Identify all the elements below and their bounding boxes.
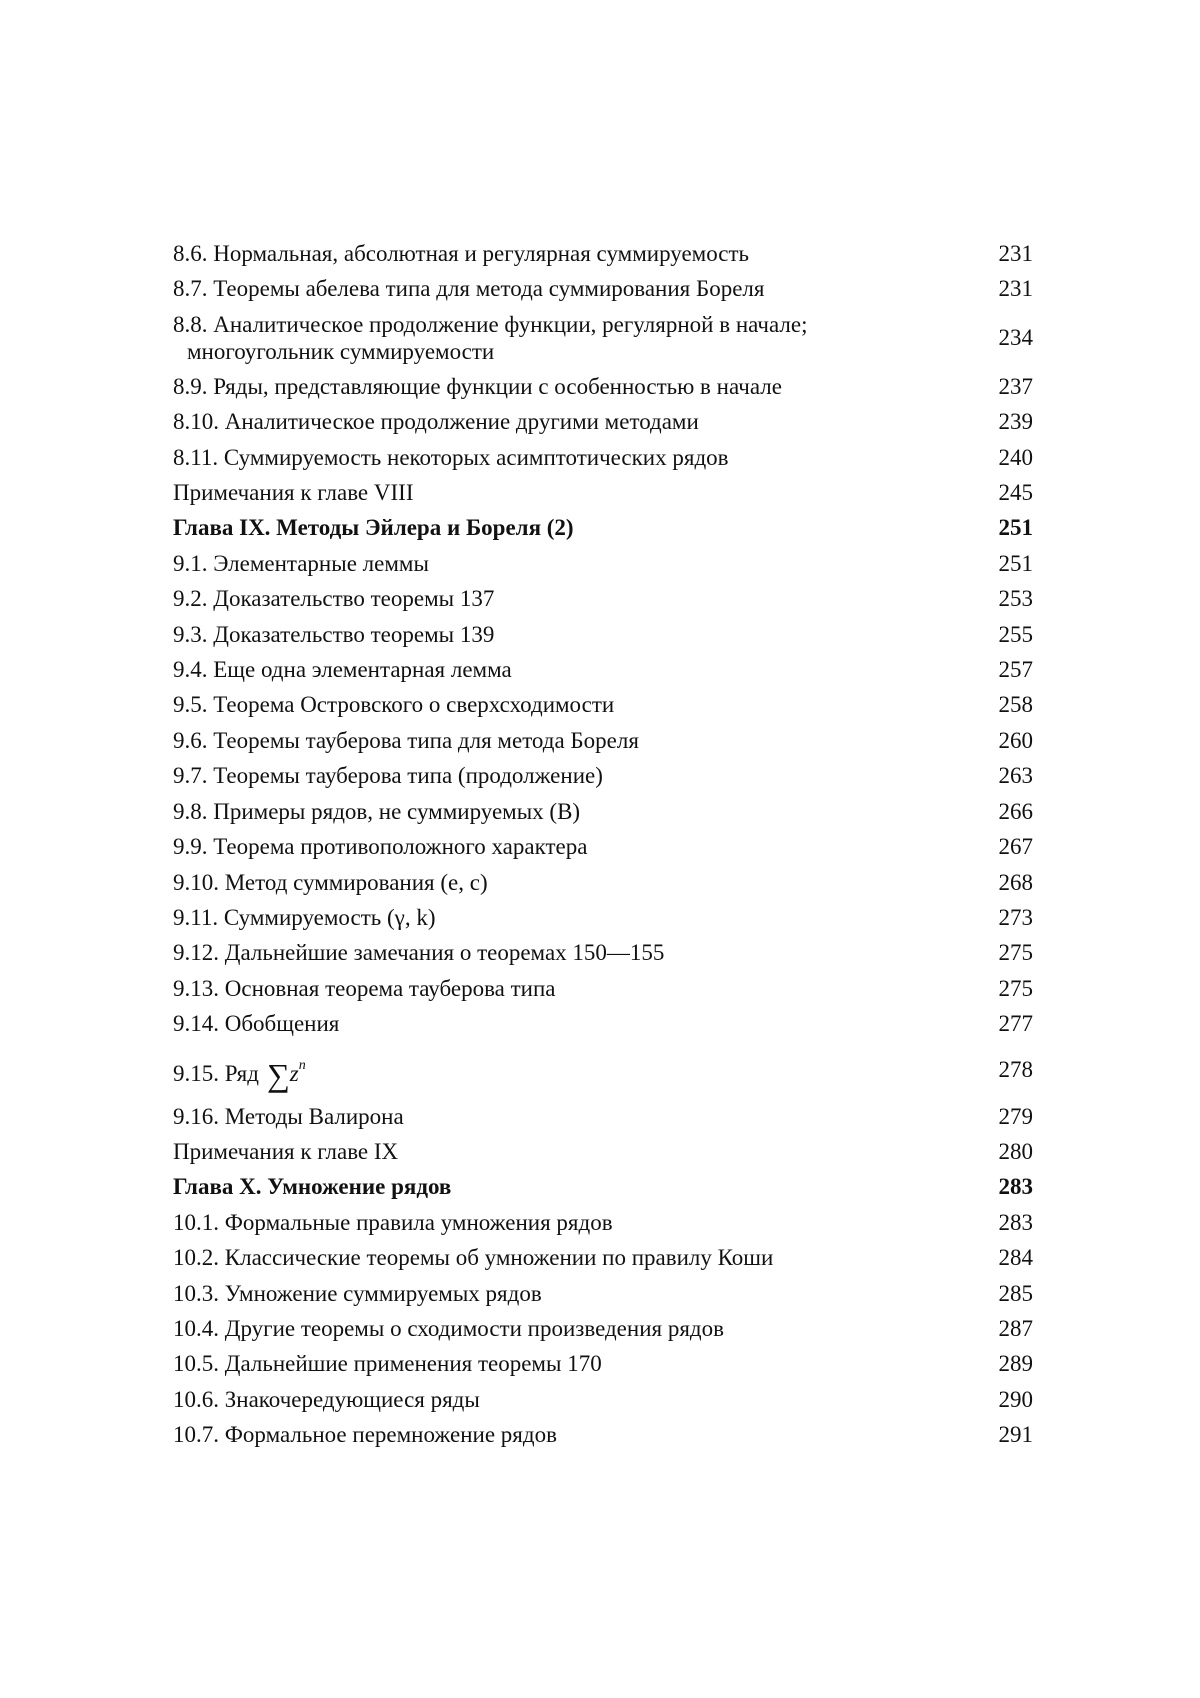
toc-chapter-heading[interactable]: [173, 1169, 1033, 1204]
toc-entry-title: [173, 1042, 973, 1099]
toc-entry[interactable]: [173, 1311, 1033, 1346]
toc-chapter-heading[interactable]: [173, 510, 1033, 545]
toc-entry-title: 10.4. Другие теоремы о сходимости произведения рядов: [173, 1315, 724, 1341]
toc-entry-title: 9.14. Обобщения: [173, 1011, 340, 1037]
toc-entry[interactable]: [173, 1240, 1033, 1275]
toc-entry-page: 289: [998, 1351, 1033, 1377]
toc-entry[interactable]: [173, 971, 1033, 1006]
toc-entry-page: 239: [998, 409, 1033, 435]
toc-entry-title: 9.6. Теоремы тауберова типа для метода Бореля: [173, 727, 639, 753]
toc-entry-notes[interactable]: [173, 475, 1033, 510]
toc-entry-page: 273: [998, 904, 1033, 930]
toc-entry-title: 8.9. Ряды, представляющие функции с особенностью в начале: [173, 373, 782, 399]
toc-entry[interactable]: [173, 1417, 1033, 1452]
toc-entry-title: 9.3. Доказательство теоремы 139: [173, 621, 495, 647]
toc-entry[interactable]: [173, 369, 1033, 404]
toc-entry[interactable]: [173, 829, 1033, 864]
toc-entry[interactable]: [173, 1276, 1033, 1311]
toc-entry-page: 283: [998, 1174, 1033, 1200]
toc-entry-page: 231: [998, 241, 1033, 266]
toc-entry-page: 275: [998, 975, 1033, 1001]
toc-entry[interactable]: [173, 617, 1033, 652]
toc-entry-title: 10.3. Умножение суммируемых рядов: [173, 1280, 542, 1306]
toc-entry-page: 257: [998, 657, 1033, 683]
toc-entry-page: 284: [998, 1245, 1033, 1271]
toc-entry[interactable]: [173, 1205, 1033, 1240]
toc-entry-title: 9.13. Основная теорема тауберова типа: [173, 975, 556, 1001]
toc-entry-title: 9.5. Теорема Островского о сверхсходимости: [173, 692, 615, 718]
toc-entry-title: [173, 311, 973, 365]
toc-entry[interactable]: [173, 404, 1033, 439]
toc-entry[interactable]: [173, 900, 1033, 935]
toc-entry[interactable]: [173, 687, 1033, 722]
toc-entry[interactable]: [173, 865, 1033, 900]
toc-entry-title: 8.11. Суммируемость некоторых асимптотических рядов: [173, 444, 729, 470]
toc-entry-notes[interactable]: [173, 1134, 1033, 1169]
toc-entry-title: 9.16. Методы Валирона: [173, 1103, 404, 1129]
toc-entry-title: 10.7. Формальное перемножение рядов: [173, 1422, 557, 1448]
toc-entry-title: 9.8. Примеры рядов, не суммируемых (B): [173, 798, 581, 824]
toc-entry-page: 279: [998, 1103, 1033, 1129]
toc-entry[interactable]: [173, 307, 1033, 369]
toc-entry-title: Глава X. Умножение рядов: [173, 1174, 452, 1200]
toc-entry-page: 258: [998, 692, 1033, 718]
toc-entry-title: 9.2. Доказательство теоремы 137: [173, 586, 495, 612]
toc-entry[interactable]: [173, 271, 1033, 306]
toc-entry-page: 291: [998, 1422, 1033, 1448]
toc-entry[interactable]: [173, 1382, 1033, 1417]
sum-symbol: ∑: [266, 1056, 290, 1093]
toc-entry[interactable]: [173, 440, 1033, 475]
toc-entry-title: Примечания к главе IX: [173, 1138, 399, 1164]
toc-entry[interactable]: [173, 1346, 1033, 1381]
toc-entry-page: 275: [998, 940, 1033, 966]
toc-entry-page: 253: [998, 586, 1033, 612]
toc-entry-page: 240: [998, 444, 1033, 470]
toc-entry-page: 287: [998, 1315, 1033, 1341]
table-of-contents: [173, 236, 1033, 1453]
sum-variable: z: [289, 1060, 299, 1086]
toc-entry-page: 263: [998, 763, 1033, 789]
toc-entry-page: 255: [998, 621, 1033, 647]
toc-entry-title-line1: 8.8. Аналитическое продолжение функции, регулярной в начале;: [173, 311, 808, 337]
toc-entry[interactable]: [173, 1042, 1033, 1099]
toc-entry-page: 278: [998, 1057, 1033, 1083]
toc-entry-page: 251: [998, 515, 1033, 541]
toc-entry-page: 237: [998, 373, 1033, 399]
toc-entry-page: 231: [998, 276, 1033, 302]
toc-entry-title: 9.1. Элементарные леммы: [173, 550, 429, 576]
toc-entry-title: 10.5. Дальнейшие применения теоремы 170: [173, 1351, 602, 1377]
toc-entry[interactable]: [173, 1006, 1033, 1041]
toc-entry-title: 8.6. Нормальная, абсолютная и регулярная суммируемость: [173, 241, 750, 266]
sum-exponent: n: [298, 1057, 306, 1073]
toc-entry-title: Примечания к главе VIII: [173, 480, 414, 506]
toc-entry-page: 277: [998, 1011, 1033, 1037]
toc-entry-page: 251: [998, 550, 1033, 576]
toc-entry-title: 10.1. Формальные правила умножения рядов: [173, 1209, 613, 1235]
toc-entry-page: 267: [998, 834, 1033, 860]
toc-entry-title: Глава IX. Методы Эйлера и Бореля (2): [173, 515, 574, 541]
toc-entry-page: 260: [998, 727, 1033, 753]
toc-entry[interactable]: [173, 581, 1033, 616]
toc-entry[interactable]: [173, 1099, 1033, 1134]
toc-entry-title: 9.10. Метод суммирования (e, c): [173, 869, 488, 895]
toc-entry[interactable]: [173, 652, 1033, 687]
toc-entry-title-text: 9.15. Ряд: [173, 1060, 259, 1086]
toc-entry-page: 280: [998, 1138, 1033, 1164]
toc-entry-page: 285: [998, 1280, 1033, 1306]
toc-entry[interactable]: [173, 758, 1033, 793]
toc-entry-title: 9.11. Суммируемость (γ, k): [173, 904, 436, 930]
toc-entry-page: 283: [998, 1209, 1033, 1235]
toc-entry-page: 234: [998, 325, 1033, 351]
toc-entry-title: 9.9. Теорема противоположного характера: [173, 834, 588, 860]
toc-entry-page: 266: [998, 798, 1033, 824]
toc-entry-title: 8.7. Теоремы абелева типа для метода суммирования Бореля: [173, 276, 765, 302]
toc-entry-page: 290: [998, 1386, 1033, 1412]
toc-entry[interactable]: [173, 723, 1033, 758]
toc-entry-title: 10.2. Классические теоремы об умножении по правилу Коши: [173, 1245, 774, 1271]
toc-entry[interactable]: [173, 794, 1033, 829]
toc-entry-title-line2: многоугольник суммируемости: [187, 338, 495, 364]
toc-entry-page: 268: [998, 869, 1033, 895]
toc-entry-title: 8.10. Аналитическое продолжение другими методами: [173, 409, 699, 435]
toc-entry-page: 245: [998, 480, 1033, 506]
toc-entry-title: 9.4. Еще одна элементарная лемма: [173, 657, 512, 683]
toc-entry-title: 10.6. Знакочередующиеся ряды: [173, 1386, 480, 1412]
toc-entry[interactable]: [173, 935, 1033, 970]
toc-entry-title: 9.12. Дальнейшие замечания о теоремах 150—155: [173, 940, 665, 966]
toc-entry[interactable]: [173, 546, 1033, 581]
toc-entry[interactable]: [173, 236, 1033, 271]
toc-entry-title: 9.7. Теоремы тауберова типа (продолжение): [173, 763, 603, 789]
